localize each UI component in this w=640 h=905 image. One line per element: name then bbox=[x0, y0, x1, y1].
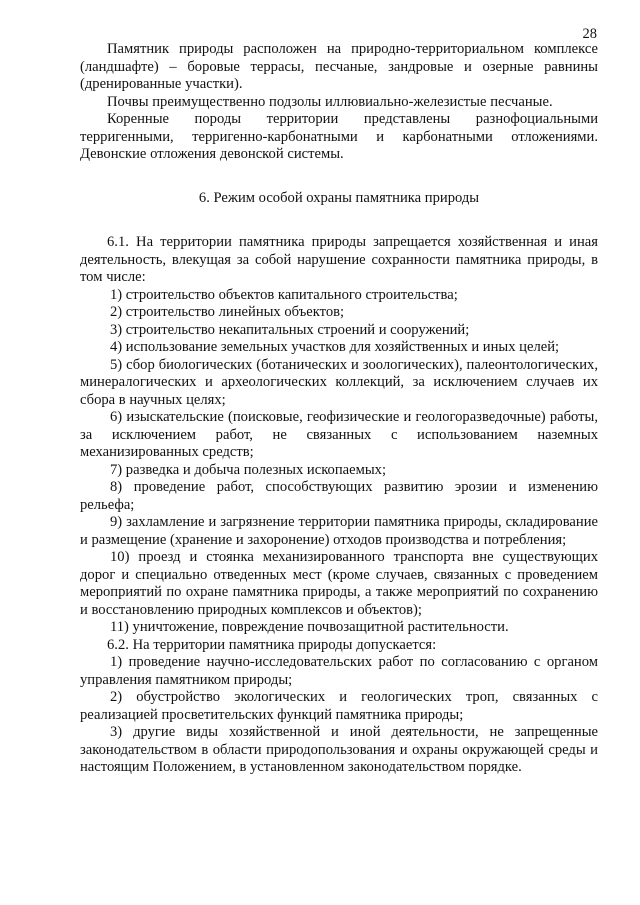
intro-paragraph-bedrock: Коренные породы территории представлены разнофоциальными терригенными, терригенно-карбонатными и карбонатными отложениями. Девонские отложения девонской системы. bbox=[80, 111, 598, 162]
prohibited-item: 7) разведка и добыча полезных ископаемых; bbox=[110, 461, 386, 478]
prohibited-item: 9) захламление и загрязнение территории памятника природы, складирование и размещение (хранение и захоронение) отходов производства и потребления; bbox=[80, 514, 598, 548]
document-body bbox=[80, 41, 598, 777]
prohibited-item: 6) изыскательские (поисковые, геофизические и геологоразведочные) работы, за исключением работ, не связанных с использованием наземных механизированных средств; bbox=[80, 409, 598, 460]
prohibited-item: 3) строительство некапитальных строений и сооружений; bbox=[110, 321, 470, 338]
permitted-item: 2) обустройство экологических и геологических троп, связанных с реализацией просветительских функций памятника природы; bbox=[80, 689, 598, 723]
permitted-item: 3) другие виды хозяйственной и иной деятельности, не запрещенные законодательством в области природопользования и охраны окружающей среды и настоящим Положением, в установленном законодательством порядке. bbox=[80, 724, 598, 775]
prohibited-item: 8) проведение работ, способствующих развитию эрозии и изменению рельефа; bbox=[80, 479, 598, 513]
intro-paragraph-landscape: Памятник природы расположен на природно-территориальном комплексе (ландшафте) – боровые террасы, песчаные, зандровые и озерные равнины (дренированные участки). bbox=[80, 41, 598, 92]
clause-6-1: 6.1. На территории памятника природы запрещается хозяйственная и иная деятельность, влекущая за собой нарушение сохранности памятника природы, в том числе: bbox=[80, 234, 598, 285]
page-number: 28 bbox=[582, 26, 597, 42]
section-heading: 6. Режим особой охраны памятника природы bbox=[198, 189, 480, 206]
prohibited-item: 2) строительство линейных объектов; bbox=[110, 304, 345, 320]
prohibited-item: 1) строительство объектов капитального строительства; bbox=[110, 286, 458, 303]
prohibited-item: 5) сбор биологических (ботанических и зоологических), палеонтологических, минералогических и археологических коллекций, за исключением случаев их сбора в научных целях; bbox=[80, 356, 598, 408]
intro-paragraph-soils: Почвы преимущественно подзолы иллювиально-железистые песчаные. bbox=[107, 93, 553, 110]
clause-6-2: 6.2. На территории памятника природы допускается: bbox=[107, 636, 437, 653]
prohibited-item: 11) уничтожение, повреждение почвозащитной растительности. bbox=[110, 619, 509, 635]
prohibited-item: 10) проезд и стоянка механизированного транспорта вне существующих дорог и специально отведенных мест (кроме случаев, связанных с проведением мероприятий по охране памятника природы, а также мероприятий по сохранению и восстановлению природных комплексов и объектов); bbox=[80, 549, 598, 618]
permitted-list bbox=[80, 654, 598, 777]
prohibited-list bbox=[80, 287, 598, 637]
permitted-item: 1) проведение научно-исследовательских работ по согласованию с органом управления памятником природы; bbox=[80, 654, 598, 688]
prohibited-item: 4) использование земельных участков для хозяйственных и иных целей; bbox=[110, 339, 560, 355]
